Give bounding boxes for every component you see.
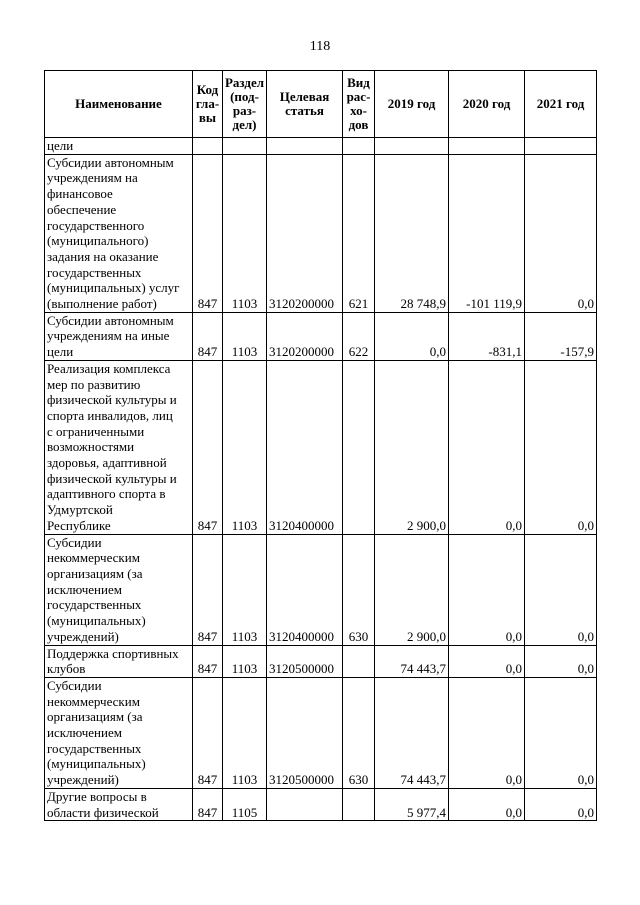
cell-target-article: 3120200000 <box>267 312 343 360</box>
table-row <box>45 677 597 788</box>
cell-amount-2020: -101 119,9 <box>449 154 525 312</box>
cell-expense-type: 630 <box>343 677 375 788</box>
cell-amount-2020: 0,0 <box>449 360 525 534</box>
cell-amount-2021: -157,9 <box>525 312 597 360</box>
cell-amount-2021 <box>525 138 597 155</box>
cell-expense-type <box>343 788 375 820</box>
cell-expense-type: 630 <box>343 534 375 645</box>
cell-chapter-code: 847 <box>193 534 223 645</box>
header-row <box>45 71 597 138</box>
table-row <box>45 312 597 360</box>
table-row <box>45 360 597 534</box>
cell-amount-2019: 2 900,0 <box>375 360 449 534</box>
cell-target-article: 3120400000 <box>267 534 343 645</box>
cell-amount-2019: 74 443,7 <box>375 645 449 677</box>
cell-expense-type <box>343 645 375 677</box>
cell-chapter-code: 847 <box>193 154 223 312</box>
cell-name: Субсидии некоммерческим организациям (за исключением государственных (муниципальных) учреждений) <box>45 534 193 645</box>
cell-amount-2021: 0,0 <box>525 788 597 820</box>
cell-amount-2020: 0,0 <box>449 677 525 788</box>
cell-chapter-code: 847 <box>193 677 223 788</box>
cell-chapter-code: 847 <box>193 788 223 820</box>
cell-section: 1103 <box>223 312 267 360</box>
cell-name: Другие вопросы в области физической <box>45 788 193 820</box>
table-row <box>45 154 597 312</box>
cell-name: Реализация комплекса мер по развитию физической культуры и спорта инвалидов, лиц с ограниченными возможностями здоровья, адаптивной физической культуры и адаптивного спорта в Удмуртской Республике <box>45 360 193 534</box>
cell-section: 1103 <box>223 677 267 788</box>
cell-amount-2020 <box>449 138 525 155</box>
cell-section: 1103 <box>223 645 267 677</box>
cell-name: Субсидии некоммерческим организациям (за исключением государственных (муниципальных) учреждений) <box>45 677 193 788</box>
cell-section: 1103 <box>223 154 267 312</box>
cell-amount-2020: -831,1 <box>449 312 525 360</box>
cell-section: 1103 <box>223 534 267 645</box>
cell-amount-2019: 74 443,7 <box>375 677 449 788</box>
cell-expense-type <box>343 360 375 534</box>
table-row <box>45 788 597 820</box>
cell-target-article: 3120500000 <box>267 677 343 788</box>
table-row <box>45 645 597 677</box>
header-name: Наименование <box>45 71 193 138</box>
cell-name: цели <box>45 138 193 155</box>
cell-amount-2019 <box>375 138 449 155</box>
header-section: Раздел (под- раз- дел) <box>223 71 267 138</box>
cell-amount-2021: 0,0 <box>525 534 597 645</box>
cell-amount-2019: 2 900,0 <box>375 534 449 645</box>
cell-amount-2019: 0,0 <box>375 312 449 360</box>
header-target-article: Целевая статья <box>267 71 343 138</box>
cell-expense-type: 621 <box>343 154 375 312</box>
cell-amount-2019: 5 977,4 <box>375 788 449 820</box>
cell-chapter-code: 847 <box>193 360 223 534</box>
cell-name: Поддержка спортивных клубов <box>45 645 193 677</box>
header-year-2021: 2021 год <box>525 71 597 138</box>
cell-section: 1103 <box>223 360 267 534</box>
cell-amount-2020: 0,0 <box>449 645 525 677</box>
cell-target-article: 3120400000 <box>267 360 343 534</box>
cell-chapter-code: 847 <box>193 645 223 677</box>
cell-target-article <box>267 788 343 820</box>
page-number: 118 <box>309 39 331 54</box>
header-chapter-code: Код гла- вы <box>193 71 223 138</box>
cell-expense-type: 622 <box>343 312 375 360</box>
cell-section: 1105 <box>223 788 267 820</box>
cell-amount-2021: 0,0 <box>525 645 597 677</box>
cell-amount-2021: 0,0 <box>525 360 597 534</box>
cell-amount-2020: 0,0 <box>449 788 525 820</box>
table-row <box>45 534 597 645</box>
cell-amount-2021: 0,0 <box>525 154 597 312</box>
header-expense-type: Вид рас- хо- дов <box>343 71 375 138</box>
cell-amount-2019: 28 748,9 <box>375 154 449 312</box>
cell-name: Субсидии автономным учреждениям на иные цели <box>45 312 193 360</box>
budget-table <box>44 70 597 821</box>
cell-target-article <box>267 138 343 155</box>
cell-name: Субсидии автономным учреждениям на финансовое обеспечение государственного (муниципального) задания на оказание государственных (муниципальных) услуг (выполнение работ) <box>45 154 193 312</box>
cell-chapter-code <box>193 138 223 155</box>
table-row <box>45 138 597 155</box>
header-year-2020: 2020 год <box>449 71 525 138</box>
cell-amount-2021: 0,0 <box>525 677 597 788</box>
cell-chapter-code: 847 <box>193 312 223 360</box>
cell-amount-2020: 0,0 <box>449 534 525 645</box>
cell-expense-type <box>343 138 375 155</box>
cell-target-article: 3120200000 <box>267 154 343 312</box>
cell-target-article: 3120500000 <box>267 645 343 677</box>
cell-section <box>223 138 267 155</box>
header-year-2019: 2019 год <box>375 71 449 138</box>
